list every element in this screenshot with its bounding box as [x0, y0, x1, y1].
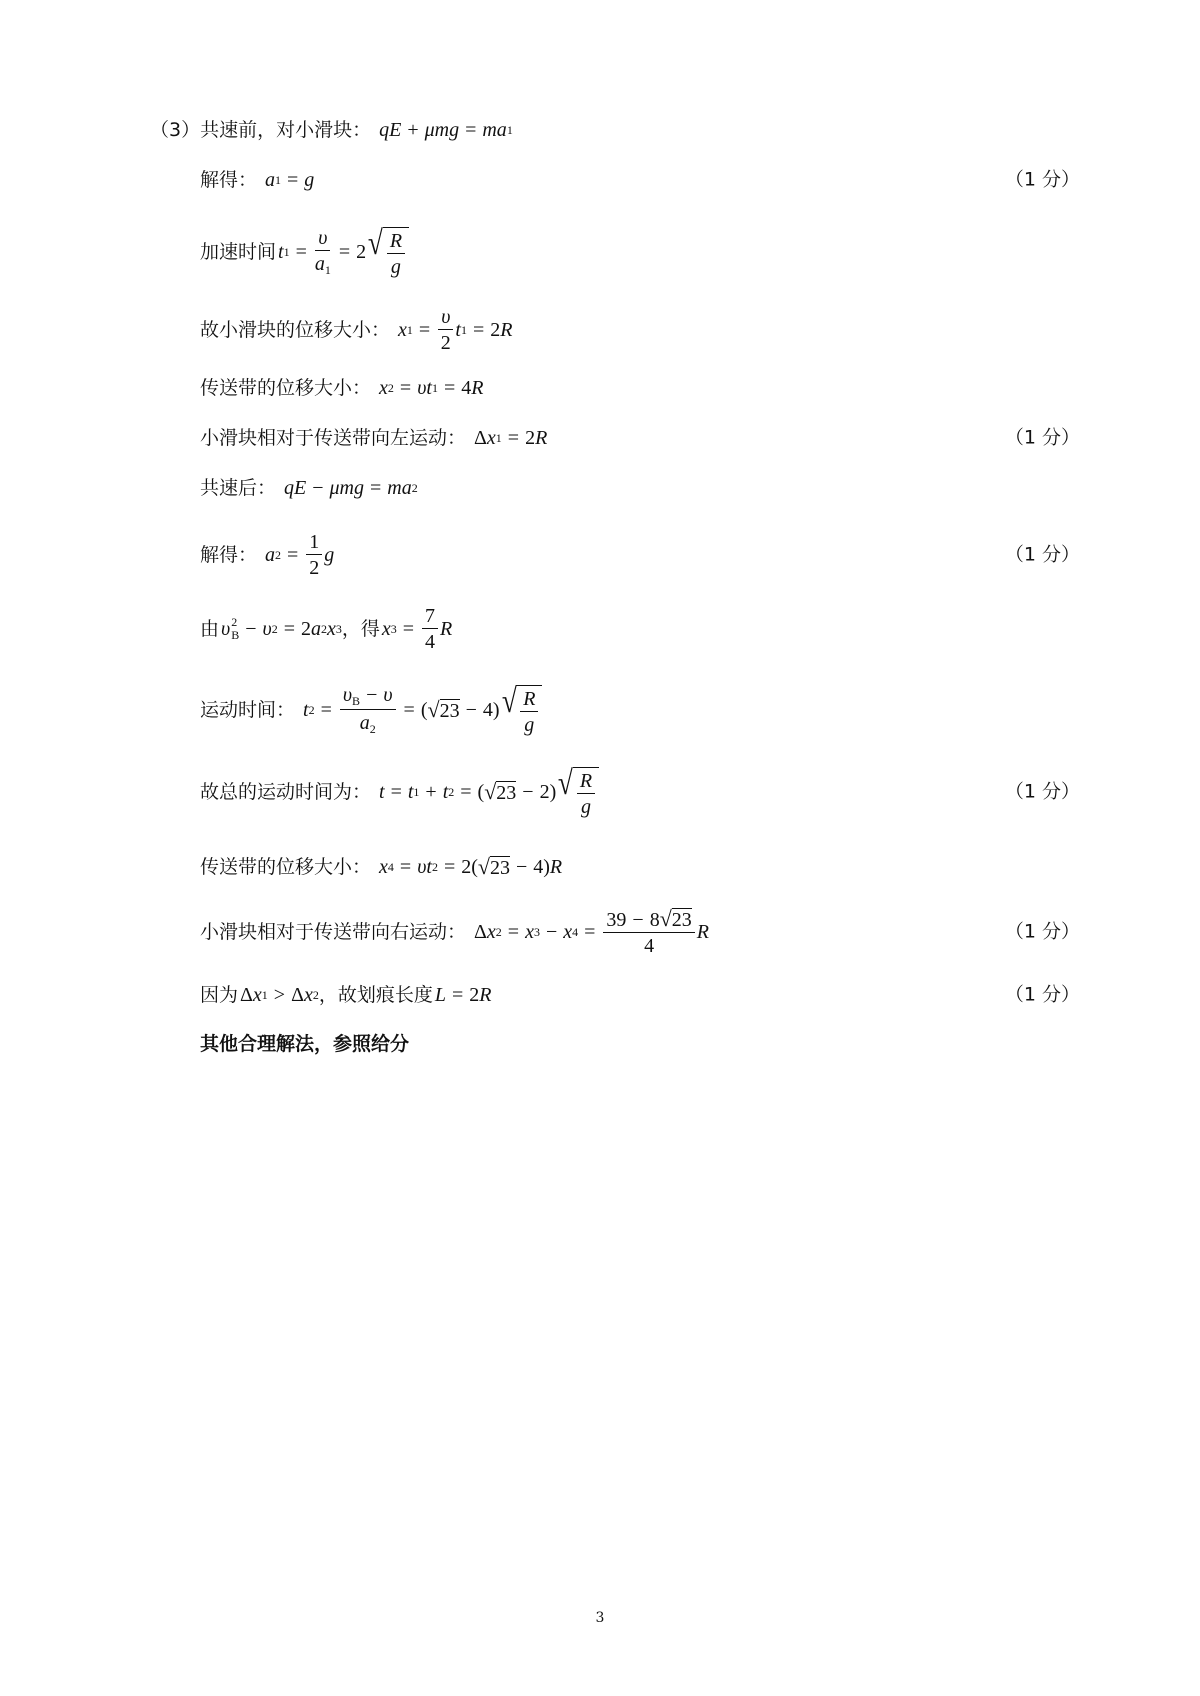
line-12: [200, 856, 1080, 878]
line-text: 传送带的位移大小：: [200, 855, 372, 878]
line-text: 由: [200, 617, 220, 640]
line-1: [150, 120, 1080, 140]
equation: x 2 = υt 1 = 4 R: [379, 377, 484, 399]
score-label: （1 分）: [1004, 920, 1080, 943]
line-7: [200, 478, 1080, 498]
score-label: （1 分）: [1004, 983, 1080, 1006]
line-10: [200, 680, 1080, 740]
equation: Δ x 1 = 2 R: [474, 427, 548, 449]
equation-2: x 3 = $\frac{7}{4}$ R: [381, 605, 453, 653]
line-6: [200, 428, 1080, 448]
line-text: 解得：: [200, 168, 258, 191]
equation: Δ x 1 > Δ x 2: [240, 984, 319, 1006]
equation-2: L = 2 R: [434, 984, 492, 1006]
closing-note: 其他合理解法，参照给分: [200, 1033, 410, 1055]
line-4: [200, 305, 1080, 355]
line-text: 加速时间: [200, 240, 277, 263]
equation: t = t 1 + t 2 = ( √ 23 − 2) √ $\frac{R}{g}$: [379, 767, 599, 817]
line-5: [200, 378, 1080, 398]
equation: t 1 = $\frac{\upsilon}{a_1}$ = 2 √ $\frac{R}{g}$: [278, 227, 409, 277]
equation: x 1 = $\frac{\upsilon}{2}$ t 1 = 2 R: [398, 306, 513, 354]
line-11: [200, 762, 1080, 822]
line-14: [200, 985, 1080, 1005]
line-3: [200, 222, 1080, 282]
equation: Δ x 2 = x 3 − x 4 = 39 − 8 √ 23 4 R: [474, 906, 709, 957]
line-text: 共速后：: [200, 476, 277, 499]
line-13: [200, 902, 1080, 962]
score-label: （1 分）: [1004, 426, 1080, 449]
line-text: 小滑块相对于传送带向右运动：: [200, 920, 467, 943]
line-text: （3）共速前，对小滑块：: [150, 118, 372, 141]
equation: t 2 = $\frac{\upsilon_B - \upsilon}{a_2}$ = ( √ 23 − 4) √ $\frac{R}{g}$: [303, 685, 542, 735]
equation: a 2 = $\frac{1}{2}$ g: [265, 531, 335, 579]
equation: qE + μmg = ma 1: [379, 119, 513, 141]
score-label: （1 分）: [1004, 780, 1080, 803]
line-text: 传送带的位移大小：: [200, 376, 372, 399]
page-number: 3: [595, 1610, 605, 1626]
line-8: [200, 530, 1080, 580]
line-text: 运动时间：: [200, 698, 296, 721]
equation: qE − μmg = ma 2: [284, 477, 418, 499]
equation: x 4 = υt 2 = 2( √ 23 − 4) R: [379, 854, 563, 879]
line-text-2: ，故划痕长度: [318, 983, 433, 1006]
line-text: 因为: [200, 983, 239, 1006]
line-text: 故小滑块的位移大小：: [200, 318, 391, 341]
equation: a 1 = g: [265, 169, 315, 191]
line-text: 小滑块相对于传送带向左运动：: [200, 426, 467, 449]
line-2: [200, 170, 1080, 190]
equation: υ 2 B − υ 2 = 2 a 2 x 3: [221, 614, 342, 642]
line-text-2: ，得: [341, 617, 380, 640]
score-label: （1 分）: [1004, 168, 1080, 191]
line-15: [200, 1035, 1080, 1054]
line-text: 解得：: [200, 543, 258, 566]
score-label: （1 分）: [1004, 543, 1080, 566]
line-9: [200, 604, 1080, 654]
line-text: 故总的运动时间为：: [200, 780, 372, 803]
